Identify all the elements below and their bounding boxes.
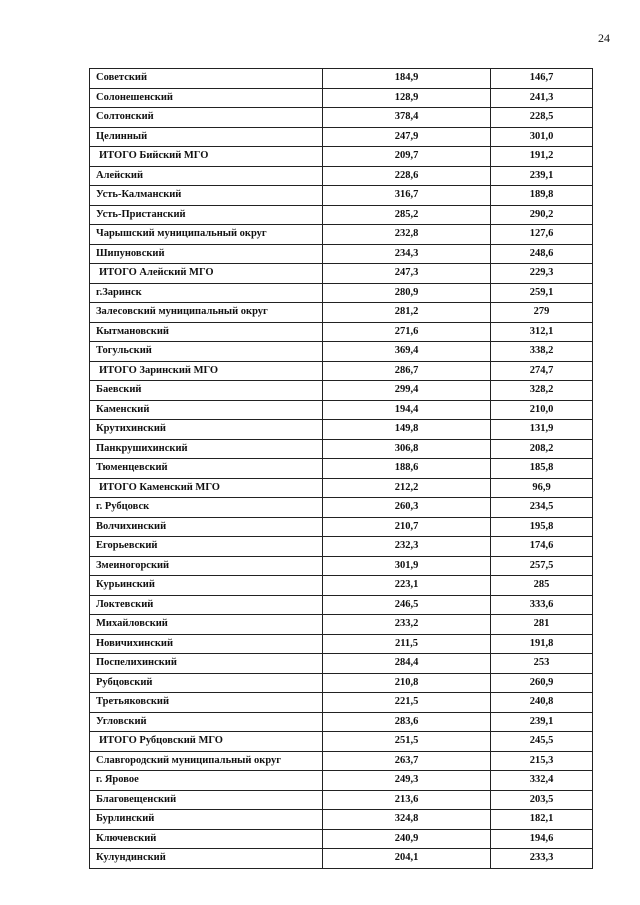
row-name-cell: Алейский bbox=[90, 166, 323, 186]
value-1-cell: 378,4 bbox=[323, 108, 491, 128]
table-row bbox=[90, 790, 593, 810]
value-1-cell: 210,7 bbox=[323, 517, 491, 537]
value-2-cell: 312,1 bbox=[491, 322, 593, 342]
row-name-cell: г. Рубцовск bbox=[90, 498, 323, 518]
row-name-cell: Кытмановский bbox=[90, 322, 323, 342]
table-row bbox=[90, 342, 593, 362]
row-name-cell: Третьяковский bbox=[90, 693, 323, 713]
value-2-cell: 185,8 bbox=[491, 459, 593, 479]
row-name-cell: Благовещенский bbox=[90, 790, 323, 810]
table-row bbox=[90, 693, 593, 713]
table-row bbox=[90, 829, 593, 849]
row-name-cell: Крутихинский bbox=[90, 420, 323, 440]
table-row bbox=[90, 634, 593, 654]
row-name-cell: ИТОГО Рубцовский МГО bbox=[90, 732, 323, 752]
value-1-cell: 324,8 bbox=[323, 810, 491, 830]
value-2-cell: 333,6 bbox=[491, 595, 593, 615]
value-1-cell: 204,1 bbox=[323, 849, 491, 869]
value-2-cell: 234,5 bbox=[491, 498, 593, 518]
table-row bbox=[90, 849, 593, 869]
row-name-cell: Баевский bbox=[90, 381, 323, 401]
table-row bbox=[90, 108, 593, 128]
row-name-cell: Целинный bbox=[90, 127, 323, 147]
row-name-cell: Егорьевский bbox=[90, 537, 323, 557]
value-1-cell: 234,3 bbox=[323, 244, 491, 264]
value-2-cell: 253 bbox=[491, 654, 593, 674]
value-1-cell: 223,1 bbox=[323, 576, 491, 596]
value-2-cell: 240,8 bbox=[491, 693, 593, 713]
value-2-cell: 332,4 bbox=[491, 771, 593, 791]
value-1-cell: 213,6 bbox=[323, 790, 491, 810]
row-name-cell: Советский bbox=[90, 69, 323, 89]
table-body bbox=[90, 69, 593, 869]
table-row bbox=[90, 420, 593, 440]
row-name-cell: Локтевский bbox=[90, 595, 323, 615]
row-name-cell: Солонешенский bbox=[90, 88, 323, 108]
value-1-cell: 271,6 bbox=[323, 322, 491, 342]
value-1-cell: 249,3 bbox=[323, 771, 491, 791]
row-name-cell: Бурлинский bbox=[90, 810, 323, 830]
value-2-cell: 328,2 bbox=[491, 381, 593, 401]
row-name-cell: ИТОГО Заринский МГО bbox=[90, 361, 323, 381]
value-1-cell: 285,2 bbox=[323, 205, 491, 225]
value-1-cell: 251,5 bbox=[323, 732, 491, 752]
data-table bbox=[89, 68, 593, 869]
value-1-cell: 184,9 bbox=[323, 69, 491, 89]
table-row bbox=[90, 673, 593, 693]
table-row bbox=[90, 186, 593, 206]
value-1-cell: 281,2 bbox=[323, 303, 491, 323]
table-row bbox=[90, 127, 593, 147]
row-name-cell: Каменский bbox=[90, 400, 323, 420]
value-2-cell: 174,6 bbox=[491, 537, 593, 557]
table-row-total bbox=[90, 147, 593, 167]
value-2-cell: 195,8 bbox=[491, 517, 593, 537]
table-row bbox=[90, 439, 593, 459]
value-2-cell: 245,5 bbox=[491, 732, 593, 752]
row-name-cell: ИТОГО Алейский МГО bbox=[90, 264, 323, 284]
value-1-cell: 233,2 bbox=[323, 615, 491, 635]
value-2-cell: 215,3 bbox=[491, 751, 593, 771]
value-1-cell: 306,8 bbox=[323, 439, 491, 459]
table-row bbox=[90, 810, 593, 830]
value-2-cell: 281 bbox=[491, 615, 593, 635]
value-1-cell: 128,9 bbox=[323, 88, 491, 108]
value-2-cell: 194,6 bbox=[491, 829, 593, 849]
table-row bbox=[90, 381, 593, 401]
table-row bbox=[90, 459, 593, 479]
table-row bbox=[90, 654, 593, 674]
value-2-cell: 191,2 bbox=[491, 147, 593, 167]
value-2-cell: 285 bbox=[491, 576, 593, 596]
value-2-cell: 248,6 bbox=[491, 244, 593, 264]
table-row-total bbox=[90, 264, 593, 284]
value-1-cell: 232,8 bbox=[323, 225, 491, 245]
page-number: 24 bbox=[598, 31, 610, 45]
table-row bbox=[90, 400, 593, 420]
row-name-cell: Рубцовский bbox=[90, 673, 323, 693]
row-name-cell: г. Яровое bbox=[90, 771, 323, 791]
table-row bbox=[90, 322, 593, 342]
table-row bbox=[90, 205, 593, 225]
value-2-cell: 260,9 bbox=[491, 673, 593, 693]
row-name-cell: Славгородский муниципальный округ bbox=[90, 751, 323, 771]
value-2-cell: 274,7 bbox=[491, 361, 593, 381]
value-2-cell: 259,1 bbox=[491, 283, 593, 303]
table-row-total bbox=[90, 478, 593, 498]
value-2-cell: 189,8 bbox=[491, 186, 593, 206]
value-2-cell: 208,2 bbox=[491, 439, 593, 459]
table-row bbox=[90, 498, 593, 518]
row-name-cell: Кулундинский bbox=[90, 849, 323, 869]
table-row bbox=[90, 88, 593, 108]
table-row bbox=[90, 244, 593, 264]
row-name-cell: Панкрушихинский bbox=[90, 439, 323, 459]
value-1-cell: 228,6 bbox=[323, 166, 491, 186]
value-1-cell: 188,6 bbox=[323, 459, 491, 479]
value-2-cell: 241,3 bbox=[491, 88, 593, 108]
value-1-cell: 284,4 bbox=[323, 654, 491, 674]
value-1-cell: 246,5 bbox=[323, 595, 491, 615]
value-1-cell: 209,7 bbox=[323, 147, 491, 167]
row-name-cell: Залесовский муниципальный округ bbox=[90, 303, 323, 323]
value-2-cell: 131,9 bbox=[491, 420, 593, 440]
table-row bbox=[90, 283, 593, 303]
table-row bbox=[90, 576, 593, 596]
value-1-cell: 149,8 bbox=[323, 420, 491, 440]
value-2-cell: 338,2 bbox=[491, 342, 593, 362]
value-1-cell: 283,6 bbox=[323, 712, 491, 732]
row-name-cell: Угловский bbox=[90, 712, 323, 732]
value-1-cell: 194,4 bbox=[323, 400, 491, 420]
row-name-cell: Тогульский bbox=[90, 342, 323, 362]
row-name-cell: Тюменцевский bbox=[90, 459, 323, 479]
table-row bbox=[90, 615, 593, 635]
value-2-cell: 239,1 bbox=[491, 166, 593, 186]
row-name-cell: Солтонский bbox=[90, 108, 323, 128]
table-row-total bbox=[90, 361, 593, 381]
table-row bbox=[90, 537, 593, 557]
value-2-cell: 239,1 bbox=[491, 712, 593, 732]
row-name-cell: Чарышский муниципальный округ bbox=[90, 225, 323, 245]
value-2-cell: 210,0 bbox=[491, 400, 593, 420]
value-2-cell: 279 bbox=[491, 303, 593, 323]
value-1-cell: 280,9 bbox=[323, 283, 491, 303]
value-2-cell: 203,5 bbox=[491, 790, 593, 810]
row-name-cell: ИТОГО Бийский МГО bbox=[90, 147, 323, 167]
table-row-total bbox=[90, 732, 593, 752]
table-row bbox=[90, 595, 593, 615]
value-2-cell: 96,9 bbox=[491, 478, 593, 498]
value-2-cell: 301,0 bbox=[491, 127, 593, 147]
value-2-cell: 146,7 bbox=[491, 69, 593, 89]
value-1-cell: 210,8 bbox=[323, 673, 491, 693]
table-row bbox=[90, 166, 593, 186]
row-name-cell: Новичихинский bbox=[90, 634, 323, 654]
value-1-cell: 211,5 bbox=[323, 634, 491, 654]
row-name-cell: Поспелихинский bbox=[90, 654, 323, 674]
value-1-cell: 301,9 bbox=[323, 556, 491, 576]
row-name-cell: г.Заринск bbox=[90, 283, 323, 303]
table-row bbox=[90, 517, 593, 537]
value-1-cell: 260,3 bbox=[323, 498, 491, 518]
value-1-cell: 316,7 bbox=[323, 186, 491, 206]
row-name-cell: ИТОГО Каменский МГО bbox=[90, 478, 323, 498]
value-2-cell: 229,3 bbox=[491, 264, 593, 284]
value-1-cell: 369,4 bbox=[323, 342, 491, 362]
value-1-cell: 286,7 bbox=[323, 361, 491, 381]
table-row bbox=[90, 225, 593, 245]
row-name-cell: Усть-Пристанский bbox=[90, 205, 323, 225]
value-2-cell: 233,3 bbox=[491, 849, 593, 869]
value-2-cell: 228,5 bbox=[491, 108, 593, 128]
table-row bbox=[90, 712, 593, 732]
row-name-cell: Михайловский bbox=[90, 615, 323, 635]
row-name-cell: Курьинский bbox=[90, 576, 323, 596]
row-name-cell: Усть-Калманский bbox=[90, 186, 323, 206]
value-2-cell: 290,2 bbox=[491, 205, 593, 225]
table-row bbox=[90, 303, 593, 323]
row-name-cell: Змеиногорский bbox=[90, 556, 323, 576]
value-1-cell: 232,3 bbox=[323, 537, 491, 557]
value-2-cell: 182,1 bbox=[491, 810, 593, 830]
table-row bbox=[90, 69, 593, 89]
value-2-cell: 191,8 bbox=[491, 634, 593, 654]
row-name-cell: Волчихинский bbox=[90, 517, 323, 537]
row-name-cell: Шипуновский bbox=[90, 244, 323, 264]
table-row bbox=[90, 751, 593, 771]
value-1-cell: 263,7 bbox=[323, 751, 491, 771]
value-1-cell: 247,3 bbox=[323, 264, 491, 284]
value-1-cell: 240,9 bbox=[323, 829, 491, 849]
value-2-cell: 257,5 bbox=[491, 556, 593, 576]
table-row bbox=[90, 556, 593, 576]
value-1-cell: 212,2 bbox=[323, 478, 491, 498]
value-1-cell: 221,5 bbox=[323, 693, 491, 713]
table-row bbox=[90, 771, 593, 791]
value-2-cell: 127,6 bbox=[491, 225, 593, 245]
row-name-cell: Ключевский bbox=[90, 829, 323, 849]
value-1-cell: 299,4 bbox=[323, 381, 491, 401]
value-1-cell: 247,9 bbox=[323, 127, 491, 147]
